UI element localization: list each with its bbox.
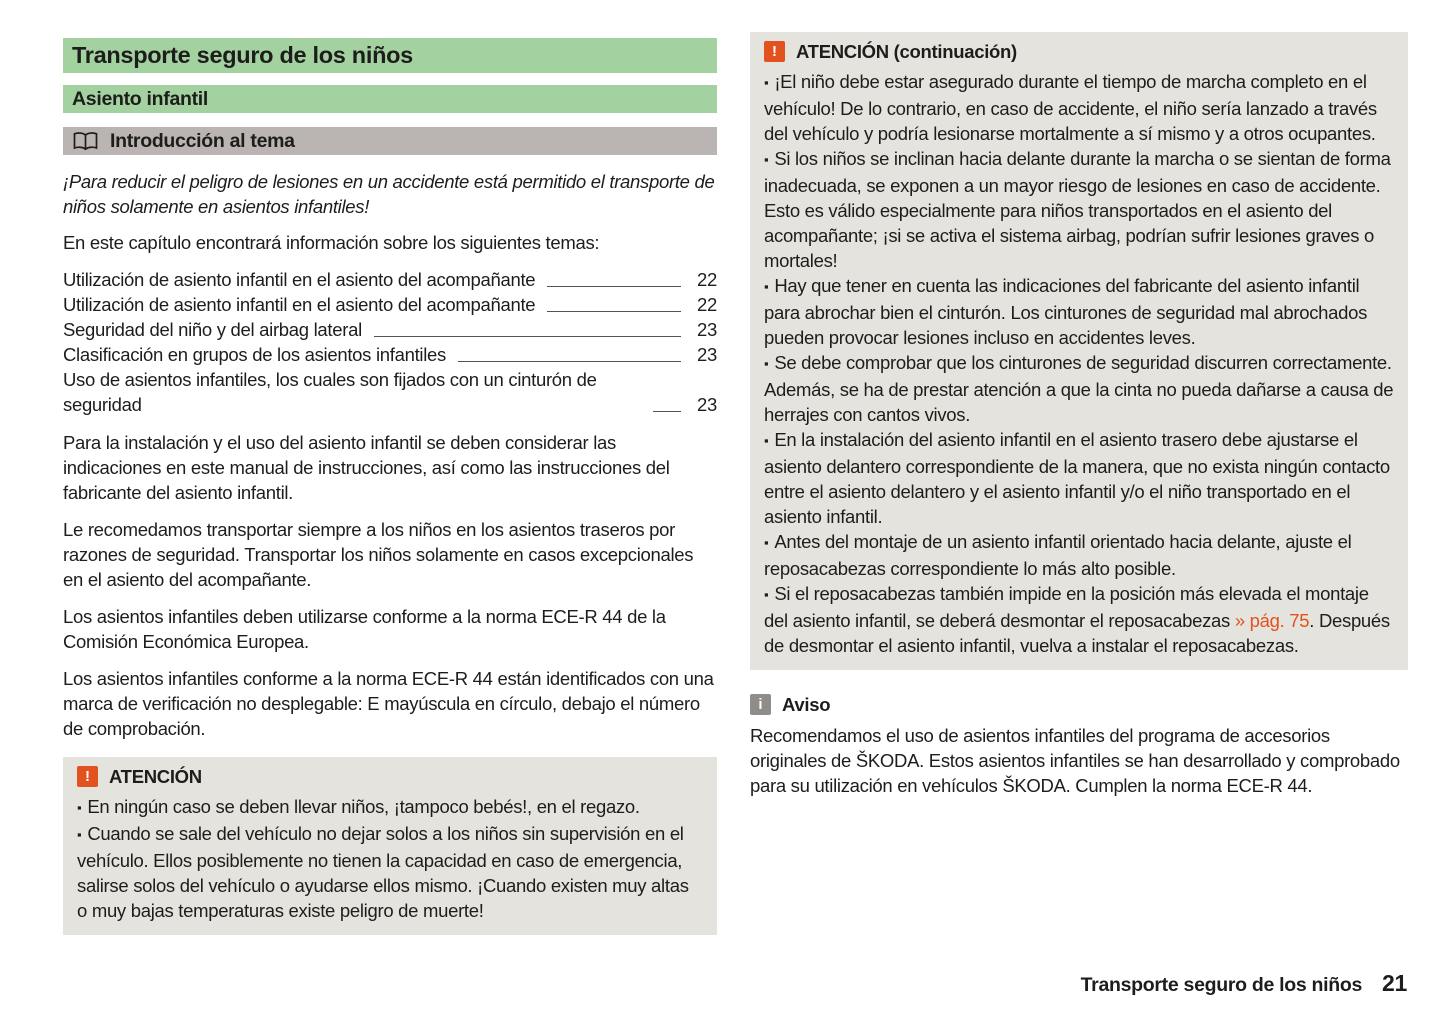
attention-bullet: ▪ ¡El niño debe estar asegurado durante el tiempo de marcha completo en el vehículo! De lo contrario, en caso de accidente, el niño sería lanzado a través del vehículo y podría lesionarse mortalmente a sí mismo y a otros ocupantes. [764, 69, 1394, 146]
body-paragraph: Le recomedamos transportar siempre a los niños en los asientos traseros por razones de seguridad. Transportar los niños solamente en casos excepcionales en el asiento del acompañante. [63, 519, 694, 590]
attention-box [63, 757, 717, 935]
body-paragraph: Para la instalación y el uso del asiento infantil se deben considerar las indicaciones en este manual de instrucciones, así como las instrucciones del fabricante del asiento infantil. [63, 432, 670, 503]
info-icon-glyph: i [758, 696, 763, 713]
page-footer [1081, 971, 1407, 998]
toc-entry-label: Utilización de asiento infantil en el asiento del acompañante [63, 294, 536, 315]
notice-text: Recomendamos el uso de asientos infantiles del programa de accesorios originales de ŠKODA. Estos asientos infantiles se han desarrollado y comprobado para su utilización en vehículos ŠKODA. Cumplen la norma ECE-R 44. [750, 725, 1400, 796]
toc-entry-page: 22 [697, 269, 717, 290]
info-icon [750, 694, 771, 715]
toc-entry-label: Seguridad del niño y del airbag lateral [63, 319, 362, 340]
attention-box-header [77, 764, 703, 789]
attention-box-title: ATENCIÓN (continuación) [796, 41, 1017, 62]
toc-entry [63, 317, 717, 342]
page-reference-link[interactable]: » pág. 75 [1234, 610, 1310, 631]
attention-bullet: ▪ Antes del montaje de un asiento infantil orientado hacia delante, ajuste el reposacabezas correspondiente lo más alto posible. [764, 529, 1394, 581]
toc-entry-page: 23 [697, 394, 717, 415]
chapter-title: Transporte seguro de los niños [72, 42, 413, 68]
warning-icon-glyph: ! [772, 43, 777, 60]
right-column [750, 32, 1408, 798]
section-title-bar [63, 85, 717, 113]
attention-bullet: ▪ Si los niños se inclinan hacia delante durante la marcha o se sientan de forma inadecuada, se exponen a un mayor riesgo de lesiones en caso de accidente. Esto es válido especialmente para niños transportados en el asiento del acompañante; ¡si se activa el sistema airbag, podrían sufrir lesiones graves o mortales! [764, 146, 1394, 273]
attention-bullet: ▪ En la instalación del asiento infantil en el asiento trasero debe ajustarse el asiento delantero correspondiente de la manera, que no exista ningún contacto entre el asiento delantero y el asiento infantil y/o el niño transportado en el asiento infantil. [764, 427, 1394, 529]
attention-box-header [764, 39, 1394, 64]
open-book-icon [72, 131, 99, 152]
toc-entry-label: Utilización de asiento infantil en el asiento del acompañante [63, 269, 536, 290]
warning-icon [764, 41, 785, 62]
table-of-contents [63, 267, 717, 417]
left-column [63, 38, 717, 935]
attention-continuation-box [750, 32, 1408, 670]
toc-entry [63, 292, 717, 317]
notice-section [750, 692, 1408, 798]
attention-bullet-text: . Después de desmontar el asiento infantil, vuelva a instalar el reposacabezas. [764, 610, 1390, 656]
body-paragraph: Los asientos infantiles conforme a la norma ECE-R 44 están identificados con una marca de verificación no desplegable: E mayúscula en círculo, debajo el número de comprobación. [63, 668, 714, 739]
footer-chapter-title: Transporte seguro de los niños [1080, 974, 1363, 996]
attention-bullet-text: Si el reposacabezas también impide en la posición más elevada el montaje del asiento infantil, se deberá desmontar el reposacabezas [764, 583, 1369, 631]
toc-entry [63, 267, 717, 292]
warning-icon-glyph: ! [85, 768, 90, 785]
toc-leader-line [458, 361, 681, 362]
toc-leader-line [547, 311, 681, 312]
toc-entry-page: 23 [697, 319, 717, 340]
attention-box-title: ATENCIÓN [109, 766, 202, 787]
toc-entry-page: 23 [697, 344, 717, 365]
toc-entry [63, 367, 717, 417]
toc-leader-line [374, 336, 681, 337]
warning-icon [77, 766, 98, 787]
attention-bullet: ▪ En ningún caso se deben llevar niños, ¡tampoco bebés!, en el regazo. [77, 794, 703, 821]
section-title: Asiento infantil [72, 87, 209, 110]
notice-title: Aviso [782, 694, 831, 715]
attention-bullet: ▪ Hay que tener en cuenta las indicaciones del fabricante del asiento infantil para abrochar bien el cinturón. Los cinturones de seguridad mal abrochados pueden provocar lesiones incluso en accidentes leves. [764, 273, 1394, 350]
toc-entry-label: Uso de asientos infantiles, los cuales son fijados con un cinturón de seguridad [63, 369, 597, 415]
toc-leader-line [653, 411, 681, 412]
intro-header-bar [63, 127, 717, 155]
intro-header-label: Introducción al tema [110, 129, 295, 152]
attention-bullet [764, 581, 1394, 658]
toc-entry-label: Clasificación en grupos de los asientos infantiles [63, 344, 446, 365]
notice-header [750, 692, 1408, 717]
chapter-title-bar [63, 38, 717, 73]
attention-bullet: ▪ Cuando se sale del vehículo no dejar solos a los niños sin supervisión en el vehículo. Ellos posiblemente no tienen la capacidad en caso de emergencia, salirse solos del vehículo o ayudarse ellos mismo. ¡Cuando existen muy altas o muy bajas temperaturas existe peligro de muerte! [77, 821, 703, 923]
toc-leader-line [547, 286, 681, 287]
toc-entry [63, 342, 717, 367]
lead-paragraph: ¡Para reducir el peligro de lesiones en un accidente está permitido el transporte de niños solamente en asientos infantiles! [63, 171, 715, 217]
toc-entry-page: 22 [697, 294, 717, 315]
attention-bullet: ▪ Se debe comprobar que los cinturones de seguridad discurren correctamente. Además, se ha de prestar atención a que la cinta no pueda dañarse a causa de herrajes con cantos vivos. [764, 350, 1394, 427]
footer-page-number: 21 [1382, 970, 1407, 996]
body-paragraph: Los asientos infantiles deben utilizarse conforme a la norma ECE-R 44 de la Comisión Económica Europea. [63, 606, 666, 652]
toc-intro-text: En este capítulo encontrará información sobre los siguientes temas: [63, 232, 600, 253]
